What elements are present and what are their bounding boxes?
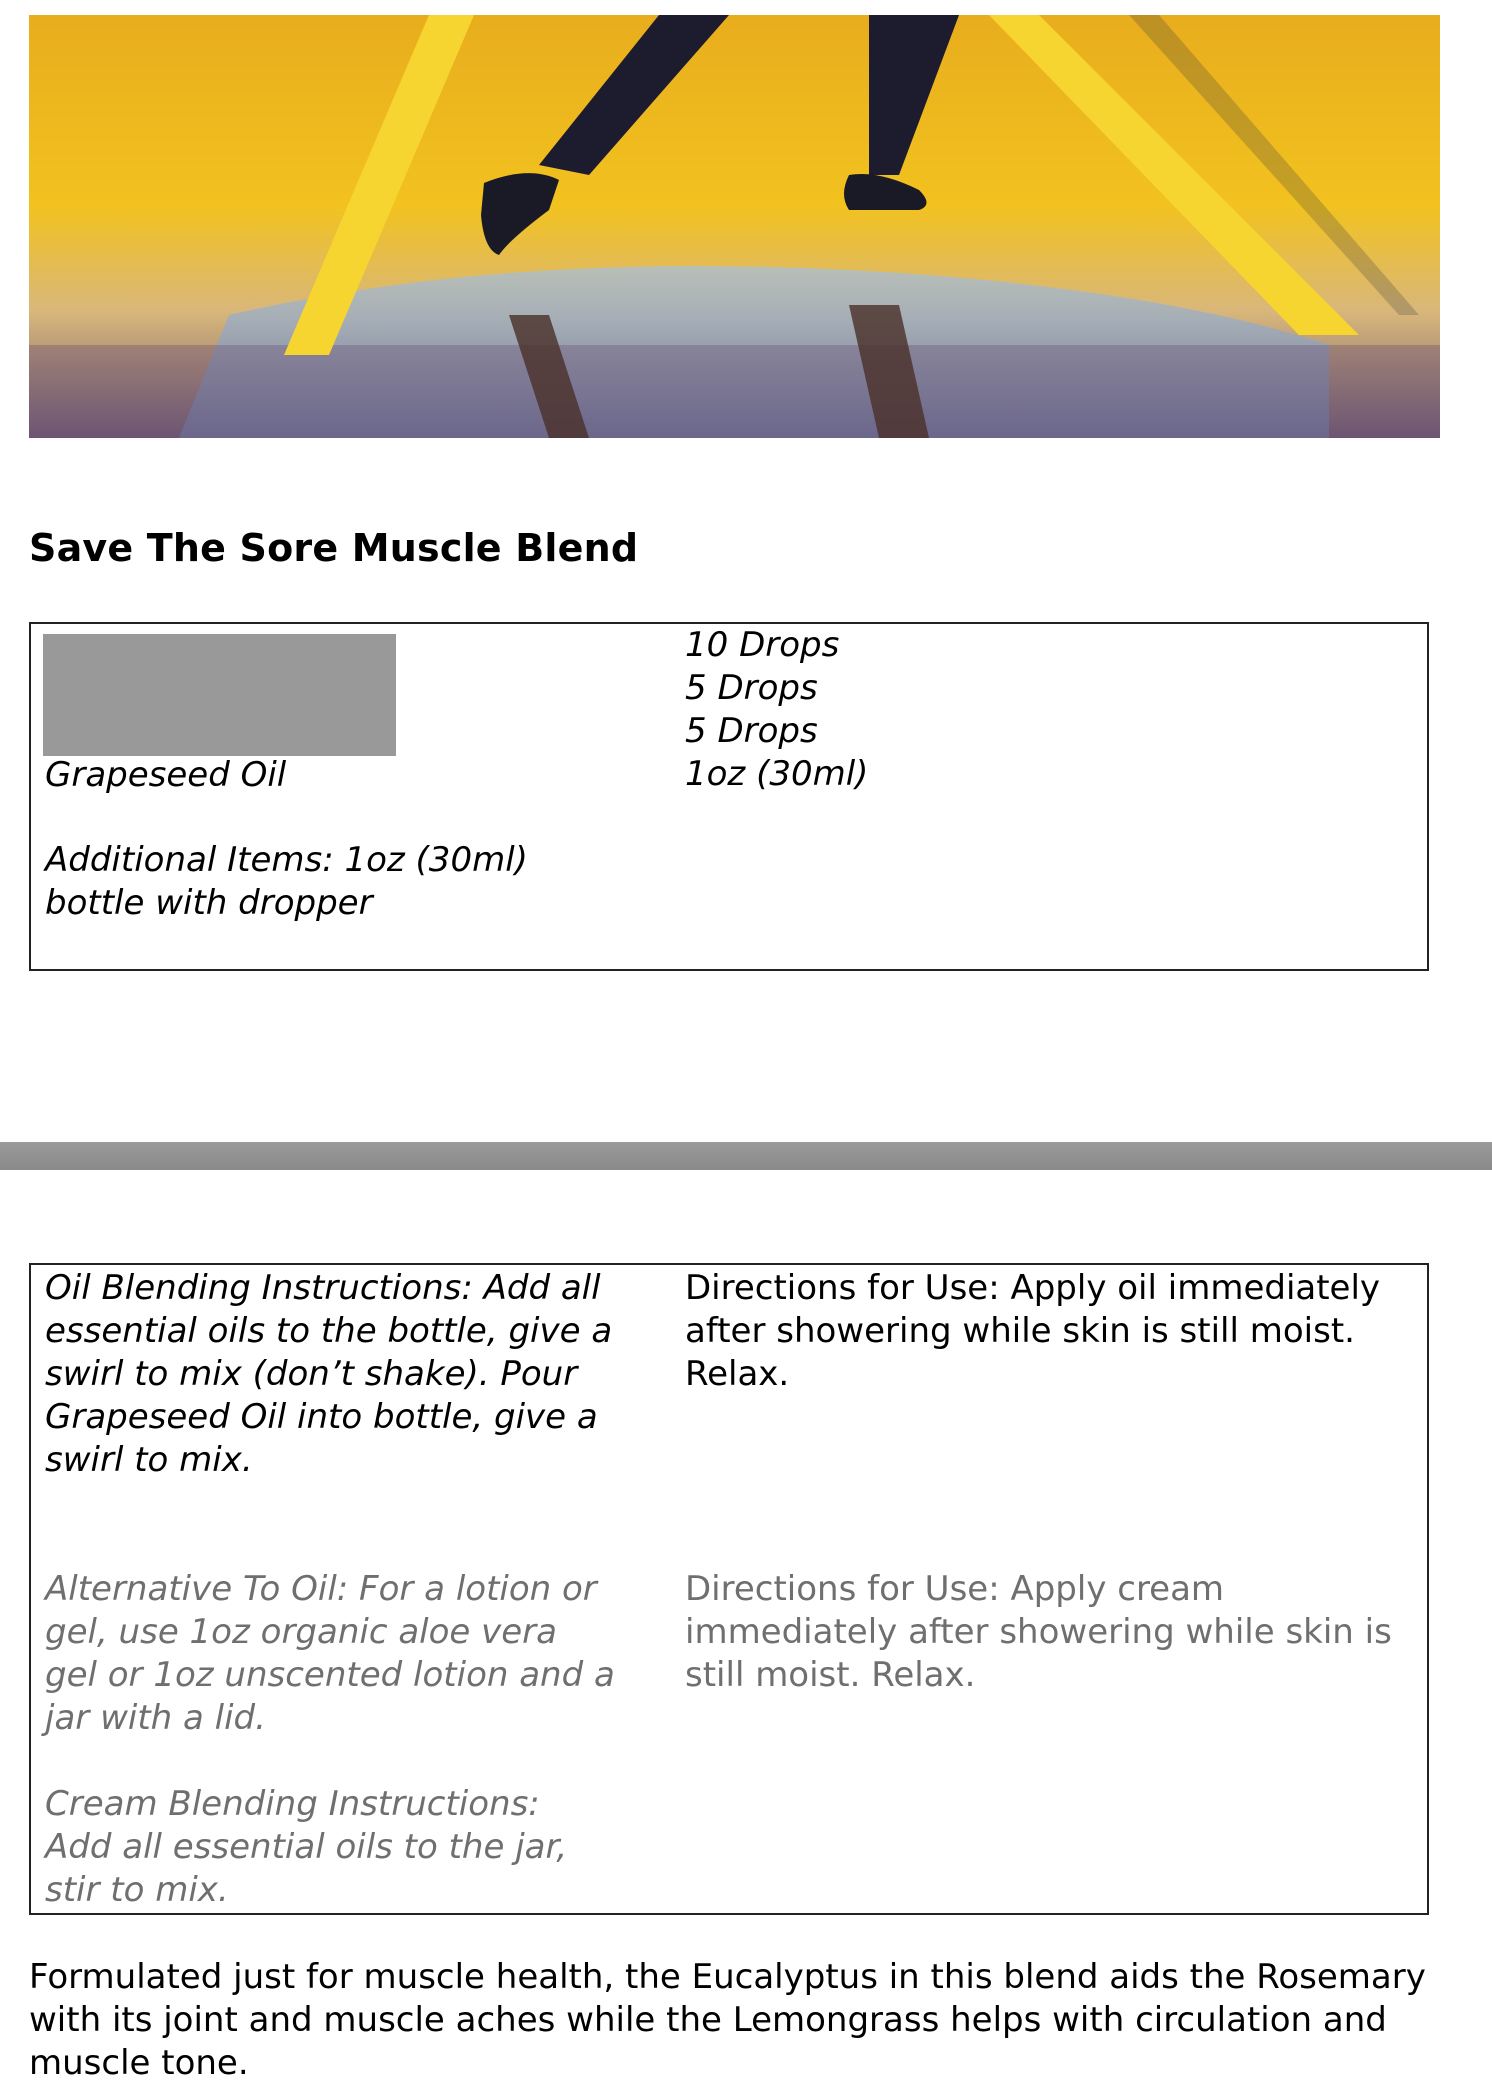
amount-2: 5 Drops xyxy=(685,668,818,708)
cream-directions-for-use: Directions for Use: Apply cream immediately after showering while skin is still moist. Relax. xyxy=(685,1569,1392,1695)
amount-4: 1oz (30ml) xyxy=(685,754,869,794)
oil-directions-for-use: Directions for Use: Apply oil immediately after showering while skin is still moist. Relax. xyxy=(685,1268,1381,1394)
additional-items: Additional Items: 1oz (30ml) bottle with dropper xyxy=(45,840,528,923)
ingredients-table xyxy=(29,622,1429,971)
instructions-right-column xyxy=(639,1265,1427,1913)
ingredient-name-grapeseed: Grapeseed Oil xyxy=(45,755,287,795)
oil-blending-instructions: Oil Blending Instructions: Add all essential oils to the bottle, give a swirl to mix (don’t shake). Pour Grapeseed Oil into bottle, give a swirl to mix. xyxy=(45,1268,613,1480)
ingredients-left-column xyxy=(31,624,639,969)
ingredients-right-column xyxy=(639,624,1427,969)
hero-image xyxy=(29,15,1440,438)
redacted-ingredient-names xyxy=(43,634,396,756)
instructions-table xyxy=(29,1263,1429,1915)
instructions-left-column xyxy=(31,1265,639,1913)
section-divider xyxy=(0,1142,1492,1170)
amount-1: 10 Drops xyxy=(685,625,840,665)
page-title: Save The Sore Muscle Blend xyxy=(29,526,639,570)
runner-photo xyxy=(29,15,1440,438)
cream-blending-instructions: Cream Blending Instructions: Add all essential oils to the jar, stir to mix. xyxy=(45,1784,568,1910)
amount-3: 5 Drops xyxy=(685,711,818,751)
blend-description: Formulated just for muscle health, the Eucalyptus in this blend aids the Rosemary with its joint and muscle aches while the Lemongrass helps with circulation and muscle tone. xyxy=(29,1957,1426,2083)
alternative-to-oil: Alternative To Oil: For a lotion or gel, use 1oz organic aloe vera gel or 1oz unscented lotion and a jar with a lid. xyxy=(45,1569,615,1738)
